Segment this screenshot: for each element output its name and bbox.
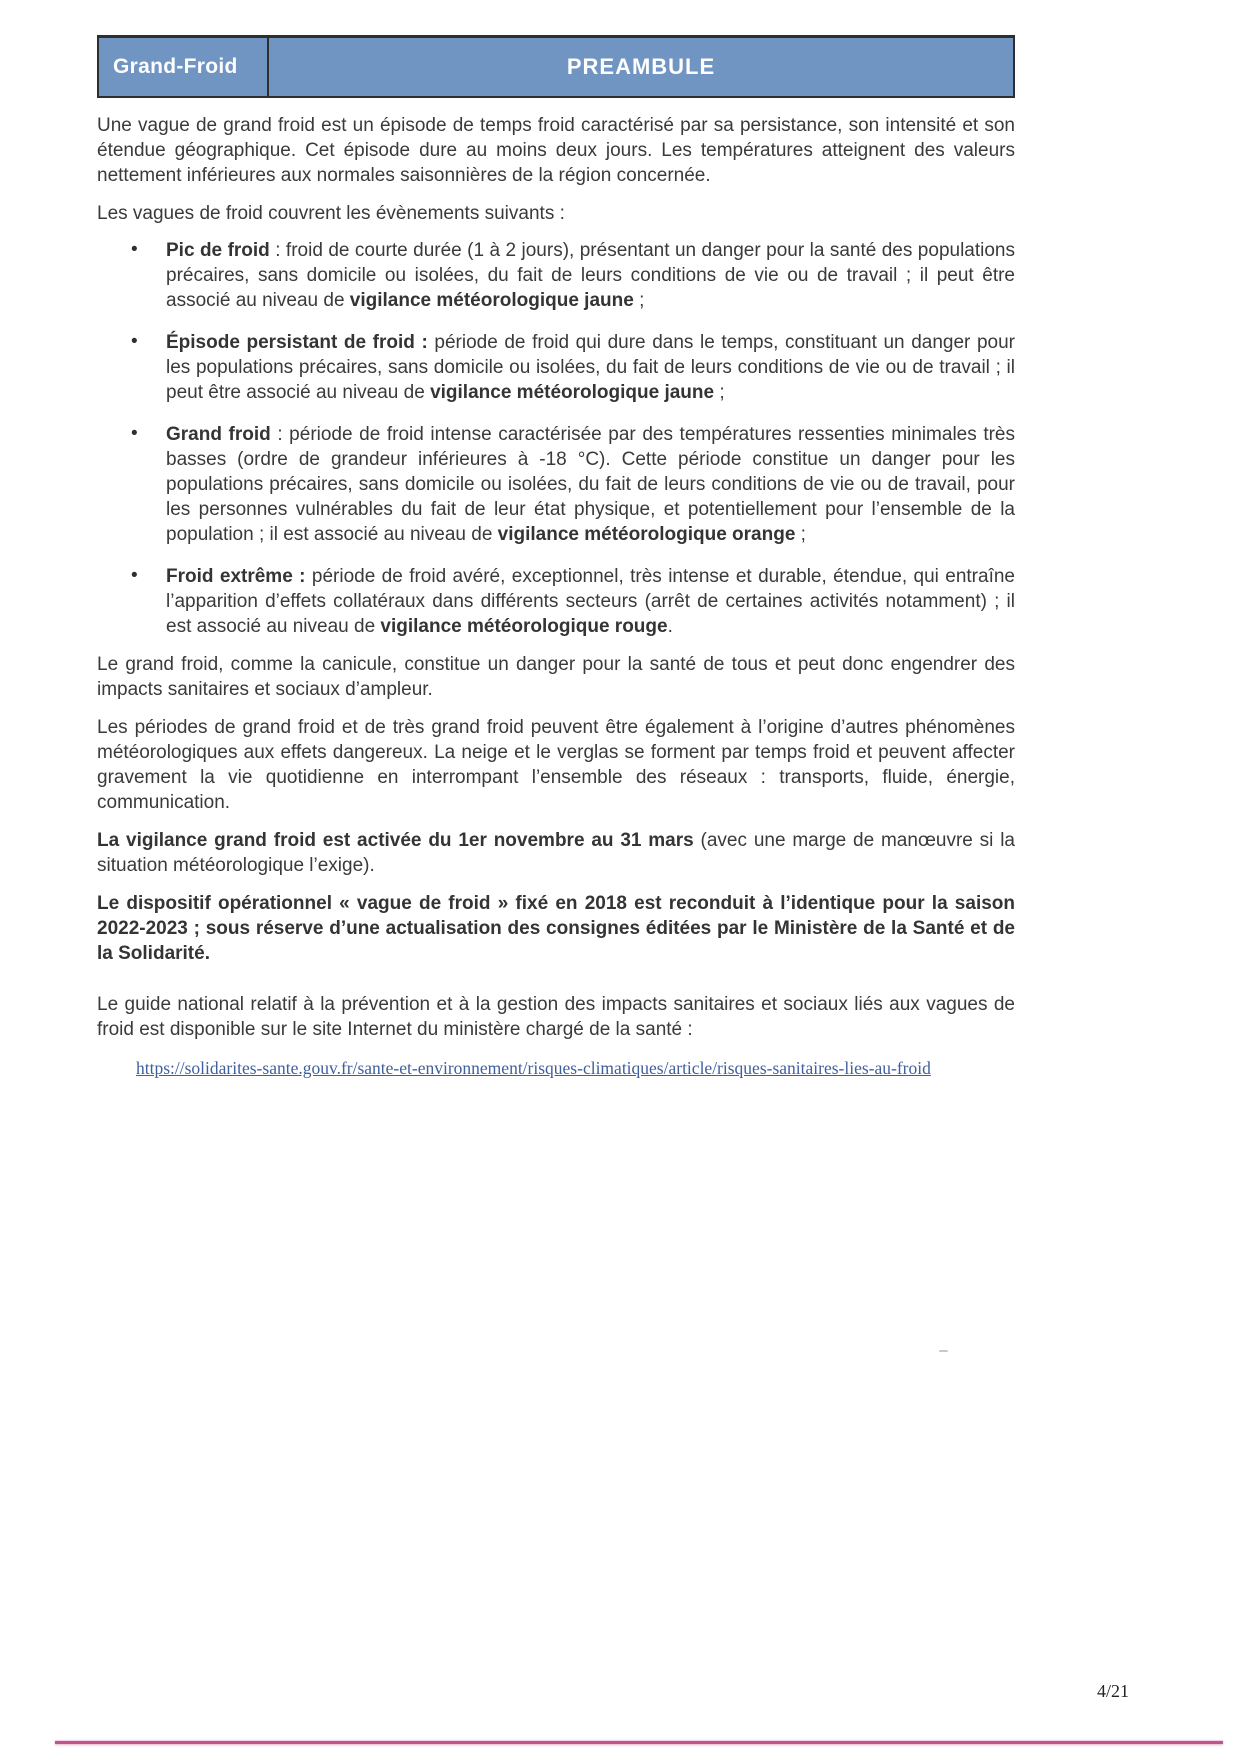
document-header: [97, 35, 1015, 98]
header-category-cell: [99, 38, 269, 96]
header-title-cell: [269, 38, 1013, 96]
link-paragraph: [97, 1058, 1015, 1079]
paragraph-list-lead: Les vagues de froid couvrent les évènements suivants :: [97, 203, 565, 224]
paragraph-guide: Le guide national relatif à la prévention et à la gestion des impacts sanitaires et sociaux liés aux vagues de froid est disponible sur le site Internet du ministère chargé de la santé :: [97, 994, 1015, 1040]
health-ministry-link[interactable]: https://solidarites-sante.gouv.fr/sante-et-environnement/risques-climatiques/article/risques-sanitaires-lies-au-froid: [136, 1058, 931, 1078]
list-item-grand-froid: • Grand froid : période de froid intense caractérisée par des températures ressenties minimales très basses (ordre de grandeur inférieures à -18 °C). Cette période constitue un danger pour les populations précaires, sans domicile ou isolées, du fait de leurs conditions de vie ou de travail, pour les personnes vulnérables du fait de leur état physique, et potentiellement pour l’ensemble de la population ; il est associé au niveau de vigilance météorologique orange ;: [97, 422, 1015, 547]
scan-artifact-dash: [939, 1350, 948, 1352]
paragraph-dispositif: Le dispositif opérationnel « vague de froid » fixé en 2018 est reconduit à l’identique pour la saison 2022-2023 ; sous réserve d’une actualisation des consignes éditées par le Ministère de la Santé et de la Solidarité.: [97, 893, 1015, 964]
paragraph-phenomena: Les périodes de grand froid et de très grand froid peuvent être également à l’origine d’autres phénomènes météorologiques aux effets dangereux. La neige et le verglas se forment par temps froid et peuvent affecter gravement la vie quotidienne en interrompant l’ensemble des réseaux : transports, fluide, énergie, communication.: [97, 717, 1015, 813]
cold-wave-types-list: [97, 238, 1015, 639]
page-title: PREAMBULE: [566, 54, 716, 79]
header-category-label: Grand-Froid: [113, 55, 238, 78]
paragraph-vigilance-period: La vigilance grand froid est activée du 1er novembre au 31 mars (avec une marge de manœuvre si la situation météorologique l’exige).: [97, 830, 1015, 876]
list-item-froid-extreme: • Froid extrême : période de froid avéré, exceptionnel, très intense et durable, étendue, qui entraîne l’apparition d’effets collatéraux dans différents secteurs (arrêt de certaines activités notamment) ; il est associé au niveau de vigilance météorologique rouge.: [97, 564, 1015, 639]
paragraph-danger: Le grand froid, comme la canicule, constitue un danger pour la santé de tous et peut donc engendrer des impacts sanitaires et sociaux d’ampleur.: [97, 654, 1015, 700]
document-content: [97, 35, 1015, 1079]
footer-divider-line: [55, 1741, 1223, 1744]
paragraph-intro: Une vague de grand froid est un épisode de temps froid caractérisé par sa persistance, son intensité et son étendue géographique. Cet épisode dure au moins deux jours. Les températures atteignent des valeurs nettement inférieures aux normales saisonnières de la région concernée.: [97, 115, 1015, 186]
list-item-pic-de-froid: • Pic de froid : froid de courte durée (1 à 2 jours), présentant un danger pour la santé des populations précaires, sans domicile ou isolées, du fait de leurs conditions de vie ou de travail ; il peut être associé au niveau de vigilance météorologique jaune ;: [97, 238, 1015, 313]
page-number: 4/21: [1097, 1681, 1130, 1701]
list-item-episode-persistant: • Épisode persistant de froid : période de froid qui dure dans le temps, constituant un danger pour les populations précaires, sans domicile ou isolées, du fait de leurs conditions de vie ou de travail ; il peut être associé au niveau de vigilance météorologique jaune ;: [97, 330, 1015, 405]
